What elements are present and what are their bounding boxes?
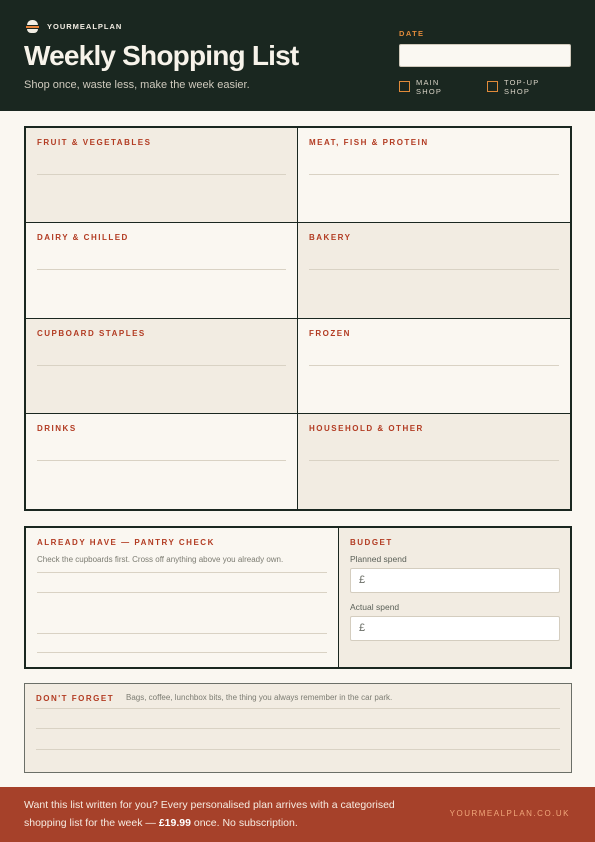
write-line xyxy=(37,633,327,634)
section-fruit-vegetables[interactable] xyxy=(26,128,298,223)
section-drinks[interactable] xyxy=(26,414,298,509)
section-meat-fish-protein[interactable] xyxy=(298,128,570,223)
section-frozen[interactable] xyxy=(298,319,570,414)
pantry-label: ALREADY HAVE — PANTRY CHECK xyxy=(37,538,215,547)
write-line xyxy=(37,652,327,653)
write-line xyxy=(37,460,286,461)
currency-symbol: £ xyxy=(359,622,366,634)
write-line xyxy=(36,749,560,750)
footer-text: Want this list written for you? Every personalised plan arrives with a categorised shopping list for the week — xyxy=(24,799,395,829)
footer-promo xyxy=(24,797,414,832)
section-label: HOUSEHOLD & OTHER xyxy=(309,423,424,433)
actual-spend-label: Actual spend xyxy=(350,602,400,612)
page-subtitle: Shop once, waste less, make the week easier. xyxy=(24,79,250,91)
section-label: DAIRY & CHILLED xyxy=(37,233,129,243)
brand xyxy=(25,19,122,34)
footer-text-end: once. No subscription. xyxy=(190,816,298,829)
section-bakery[interactable] xyxy=(298,223,570,318)
write-line xyxy=(37,174,286,175)
main-shop-label: MAIN SHOP xyxy=(416,78,443,96)
section-label: BAKERY xyxy=(309,233,352,243)
write-line xyxy=(37,572,327,573)
logo-icon xyxy=(25,19,40,34)
currency-symbol: £ xyxy=(359,574,366,586)
section-label: FRUIT & VEGETABLES xyxy=(37,138,152,147)
checkbox-icon[interactable] xyxy=(399,81,410,92)
write-line xyxy=(309,460,559,461)
planned-spend-label: Planned spend xyxy=(350,554,407,564)
brand-name: YOURMEALPLAN xyxy=(47,22,123,31)
dont-forget-hint: Bags, coffee, lunchbox bits, the thing you always remember in the car park. xyxy=(126,693,393,702)
top-up-shop-label: TOP-UP SHOP xyxy=(504,78,540,96)
actual-spend-field[interactable] xyxy=(350,616,560,641)
pantry-budget-panel xyxy=(24,526,572,669)
write-line xyxy=(37,365,286,366)
dont-forget-label: DON'T FORGET xyxy=(36,694,115,703)
planned-spend-field[interactable] xyxy=(350,568,560,593)
section-cupboard-staples[interactable] xyxy=(26,319,298,414)
write-line xyxy=(37,592,327,593)
write-line xyxy=(36,728,560,729)
write-line xyxy=(36,708,560,709)
page-header xyxy=(0,0,595,111)
page-title: Weekly Shopping List xyxy=(24,40,299,71)
date-label: DATE xyxy=(399,29,425,38)
pantry-check[interactable] xyxy=(26,528,339,667)
date-field[interactable] xyxy=(399,44,571,67)
budget-label: BUDGET xyxy=(350,538,393,547)
write-line xyxy=(309,269,559,270)
section-label: CUPBOARD STAPLES xyxy=(37,328,146,338)
write-line xyxy=(309,174,559,175)
footer-website-link[interactable]: YOURMEALPLAN.CO.UK xyxy=(449,809,570,818)
section-label: FROZEN xyxy=(309,328,351,338)
pantry-note: Check the cupboards first. Cross off anything above you already own. xyxy=(37,555,284,564)
footer-price: £19.99 xyxy=(158,816,191,829)
top-up-shop-checkbox[interactable] xyxy=(487,79,544,96)
category-grid xyxy=(24,126,572,511)
section-label: MEAT, FISH & PROTEIN xyxy=(309,138,429,147)
main-shop-checkbox[interactable] xyxy=(399,79,456,96)
dont-forget[interactable] xyxy=(24,683,572,773)
footer xyxy=(0,787,595,842)
section-dairy-chilled[interactable] xyxy=(26,223,298,318)
budget xyxy=(339,528,570,667)
section-label: DRINKS xyxy=(37,423,77,433)
section-household-other[interactable] xyxy=(298,414,570,509)
checkbox-icon[interactable] xyxy=(487,81,498,92)
write-line xyxy=(309,365,559,366)
write-line xyxy=(37,269,286,270)
